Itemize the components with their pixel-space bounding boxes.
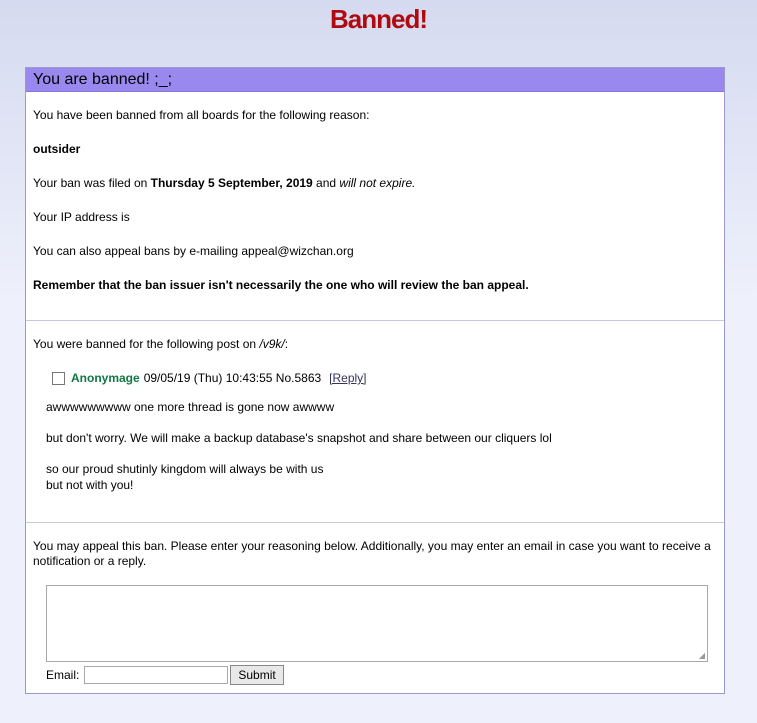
post-line: but not with you! — [46, 478, 134, 492]
filed-and: and — [312, 176, 340, 190]
post-intro-suffix: : — [284, 337, 289, 351]
email-input[interactable] — [84, 666, 228, 684]
post-checkbox[interactable] — [52, 372, 65, 385]
email-label: Email: — [46, 668, 80, 682]
resize-handle-icon[interactable]: ◢ — [698, 651, 705, 660]
post-header — [52, 371, 717, 385]
ban-details-section — [26, 92, 724, 321]
board-name: /v9k/ — [259, 337, 285, 351]
post-intro — [33, 321, 717, 351]
filed-prefix: Your ban was filed on — [33, 176, 151, 190]
email-row — [46, 665, 717, 685]
ban-header: You are banned! ;_; — [26, 68, 724, 92]
appeal-email-line: You can also appeal bans by e-mailing appeal@wizchan.org — [33, 244, 354, 258]
post-line: so our proud shutinly kingdom will always be with us — [46, 462, 324, 476]
ban-reason: outsider — [33, 142, 81, 156]
ip-address-line: Your IP address is — [33, 210, 130, 224]
appeal-instructions: You may appeal this ban. Please enter your reasoning below. Additionally, you may enter an email in case you want to receive a notification or a reply. — [33, 539, 711, 568]
banned-post-section — [26, 321, 724, 523]
post-datetime: 09/05/19 (Thu) 10:43:55 — [143, 371, 273, 385]
post-intro-prefix: You were banned for the following post on — [33, 337, 260, 351]
reply-link[interactable]: [Reply] — [329, 371, 367, 385]
post-line: but don't worry. We will make a backup database's snapshot and share between our cliquers lol — [46, 431, 552, 445]
appeal-textarea[interactable] — [46, 585, 708, 662]
ban-filed-line — [33, 176, 717, 190]
post-number[interactable]: No.5863 — [275, 371, 322, 385]
submit-button[interactable]: Submit — [230, 665, 283, 685]
poster-name: Anonymage — [71, 371, 140, 385]
reason-intro: You have been banned from all boards for the following reason: — [33, 108, 370, 122]
appeal-section — [26, 523, 724, 685]
page-title: Banned! — [330, 4, 427, 34]
filed-date: Thursday 5 September, 2019 — [150, 176, 313, 190]
post-body — [46, 400, 717, 492]
post-line: awwwwwwwww one more thread is gone now awwww — [46, 400, 335, 414]
reminder-line: Remember that the ban issuer isn't necessarily the one who will review the ban appeal. — [33, 278, 529, 292]
ban-box — [25, 67, 725, 694]
ban-expiry: will not expire. — [339, 176, 416, 190]
